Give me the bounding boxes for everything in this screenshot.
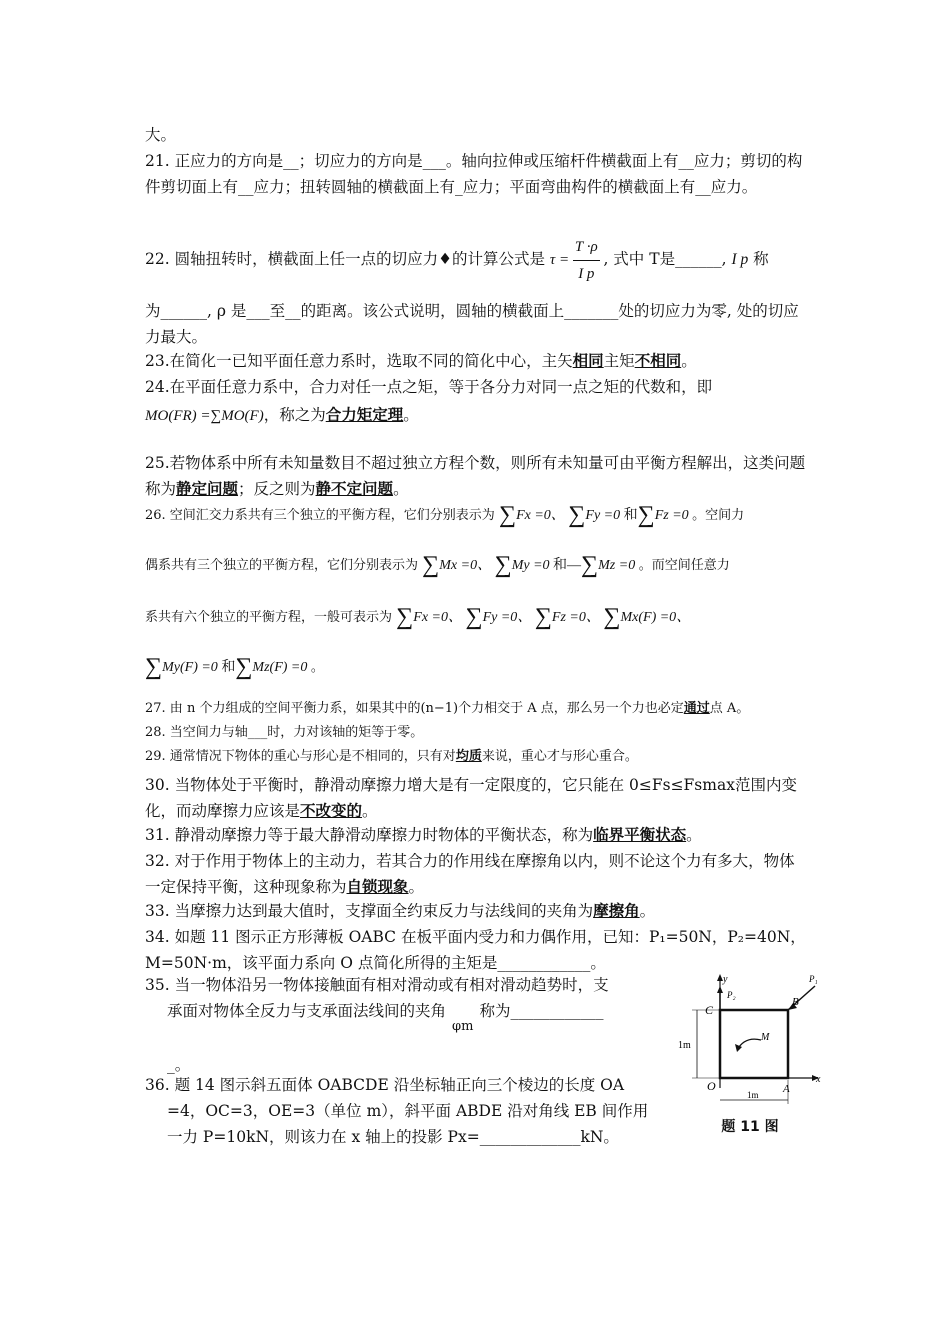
- question-25: 25.若物体系中所有未知量数目不超过独立方程个数，则所有未知量可由平衡方程解出，这类问题称为静定问题；反之则为静不定问题。: [145, 454, 806, 498]
- couple-equations: ∑Mx =0、 ∑My =0 和—∑Mz =0: [422, 552, 636, 578]
- question-35: 35. 当一物体沿另一物体接触面有相对滑动或有相对滑动趋势时，支 承面对物体全反力与支承面法线间的夹角$_{\varphi m}$称为____________ _。: [145, 976, 609, 1074]
- question-30: 30. 当物体处于平衡时，静滑动摩擦力增大是有一定限度的，它只能在 0≤Fs≤Fsmax范围内变化，而动摩擦力应该是不改变的。: [145, 776, 797, 820]
- figure-caption: 题 11 图: [721, 1119, 779, 1135]
- force-p1-label: P₁: [809, 974, 818, 984]
- question-31: 31. 静滑动摩擦力等于最大静滑动摩擦力时物体的平衡状态，称为临界平衡状态。: [145, 825, 702, 844]
- question-36: 36. 题 14 图示斜五面体 OABCDE 沿坐标轴正向三个棱边的长度 OA =4，OC=3，OE=3（单位 m），斜平面 ABDE 沿对角线 EB 间作用 一力 P=10kN，则该力在 x 轴上的投影 Px=_____________kN。: [145, 1076, 649, 1146]
- question-29: 29. 通常情况下物体的重心与形心是不相同的，只有对均质来说，重心才与形心重合。: [145, 749, 638, 764]
- figure-11: [675, 968, 825, 1143]
- question-26-line1: 26. 空间汇交力系共有三个独立的平衡方程，它们分别表示为 ∑Fx =0、 ∑Fy =0 和∑Fz =0 。空间力: [145, 502, 745, 528]
- force-p2-label: P₂: [727, 990, 736, 1000]
- x-axis-label: x: [816, 1074, 821, 1085]
- concurrent-equations: ∑Fx =0、 ∑Fy =0 和∑Fz =0: [498, 502, 689, 528]
- question-28: 28. 当空间力与轴___时，力对该轴的矩等于零。: [145, 725, 424, 740]
- moment-label: M: [761, 1032, 770, 1043]
- point-o-label: O: [707, 1079, 716, 1093]
- bottom-dimension-label: 1m: [747, 1090, 759, 1100]
- question-23: 23.在简化一已知平面任意力系时，选取不同的简化中心，主矢相同主矩不相同。: [145, 351, 697, 370]
- square-plate-diagram: [675, 968, 825, 1118]
- point-a-label: A: [783, 1083, 790, 1095]
- question-21: 21. 正应力的方向是__；切应力的方向是___。轴向拉伸或压缩杆件横截面上有__应力；剪切的构件剪切面上有__应力；扭转圆轴的横截面上有_应力；平面弯曲构件的横截面上有__应力。: [145, 152, 803, 196]
- q20-tail: 大。: [145, 126, 177, 144]
- question-32: 32. 对于作用于物体上的主动力，若其合力的作用线在摩擦角以内，则不论这个力有多大，物体一定保持平衡，这种现象称为自锁现象。: [145, 852, 795, 896]
- question-22-line1: 22. 圆轴扭转时，横截面上任一点的切应力♦的计算公式是 τ = $\frac{T \cdot\rho}{\text{I p}}$ , 式中 T是______, I p 称: [145, 234, 807, 270]
- moment-theorem-formula: MO(FR) =∑MO(F): [145, 408, 264, 424]
- question-26-line3: 系共有六个独立的平衡方程，一般可表示为 ∑Fx =0、 ∑Fy =0、 ∑Fz =0、 ∑Mx(F) =0、: [145, 604, 691, 630]
- question-22-line2: 为______, ρ 是___至__的距离。该公式说明，圆轴的横截面上_______处的切应力为零, 处的切应力最大。: [145, 302, 799, 346]
- question-26-line2: 偶系共有三个独立的平衡方程，它们分别表示为 ∑Mx =0、 ∑My =0 和—∑Mz =0 。而空间任意力: [145, 552, 730, 578]
- question-24: 24.在平面任意力系中，合力对任一点之矩，等于各分力对同一点之矩的代数和，即: [145, 378, 713, 396]
- point-c-label: C: [705, 1003, 714, 1017]
- general-equations-a: ∑Fx =0、 ∑Fy =0、 ∑Fz =0、 ∑Mx(F) =0、: [396, 604, 691, 630]
- question-34: 34. 如题 11 图示正方形薄板 OABC 在板平面内受力和力偶作用，已知：P₁=50N，P₂=40N，M=50N·m，该平面力系向 O 点简化所得的主矩是____________。: [145, 928, 806, 972]
- shear-stress-formula: τ = $\frac{T \cdot\rho}{\text{I p}}$: [550, 252, 604, 268]
- question-33: 33. 当摩擦力达到最大值时，支撑面全约束反力与法线间的夹角为摩擦角。: [145, 901, 656, 920]
- question-27: 27. 由 n 个力组成的空间平衡力系，如果其中的(n−1)个力相交于 A 点，那么另一个力也必定通过点 A。: [145, 701, 750, 716]
- y-axis-label: y: [723, 974, 728, 985]
- side-dimension-label: 1m: [678, 1040, 691, 1051]
- general-equations-b: ∑My(F) =0 和∑Mz(F) =0: [145, 654, 308, 680]
- point-b-label: B: [792, 996, 799, 1008]
- question-24-formula-line: MO(FR) =∑MO(F)，称之为合力矩定理。: [145, 405, 419, 424]
- question-26-line4: ∑My(F) =0 和∑Mz(F) =0 。: [145, 654, 324, 680]
